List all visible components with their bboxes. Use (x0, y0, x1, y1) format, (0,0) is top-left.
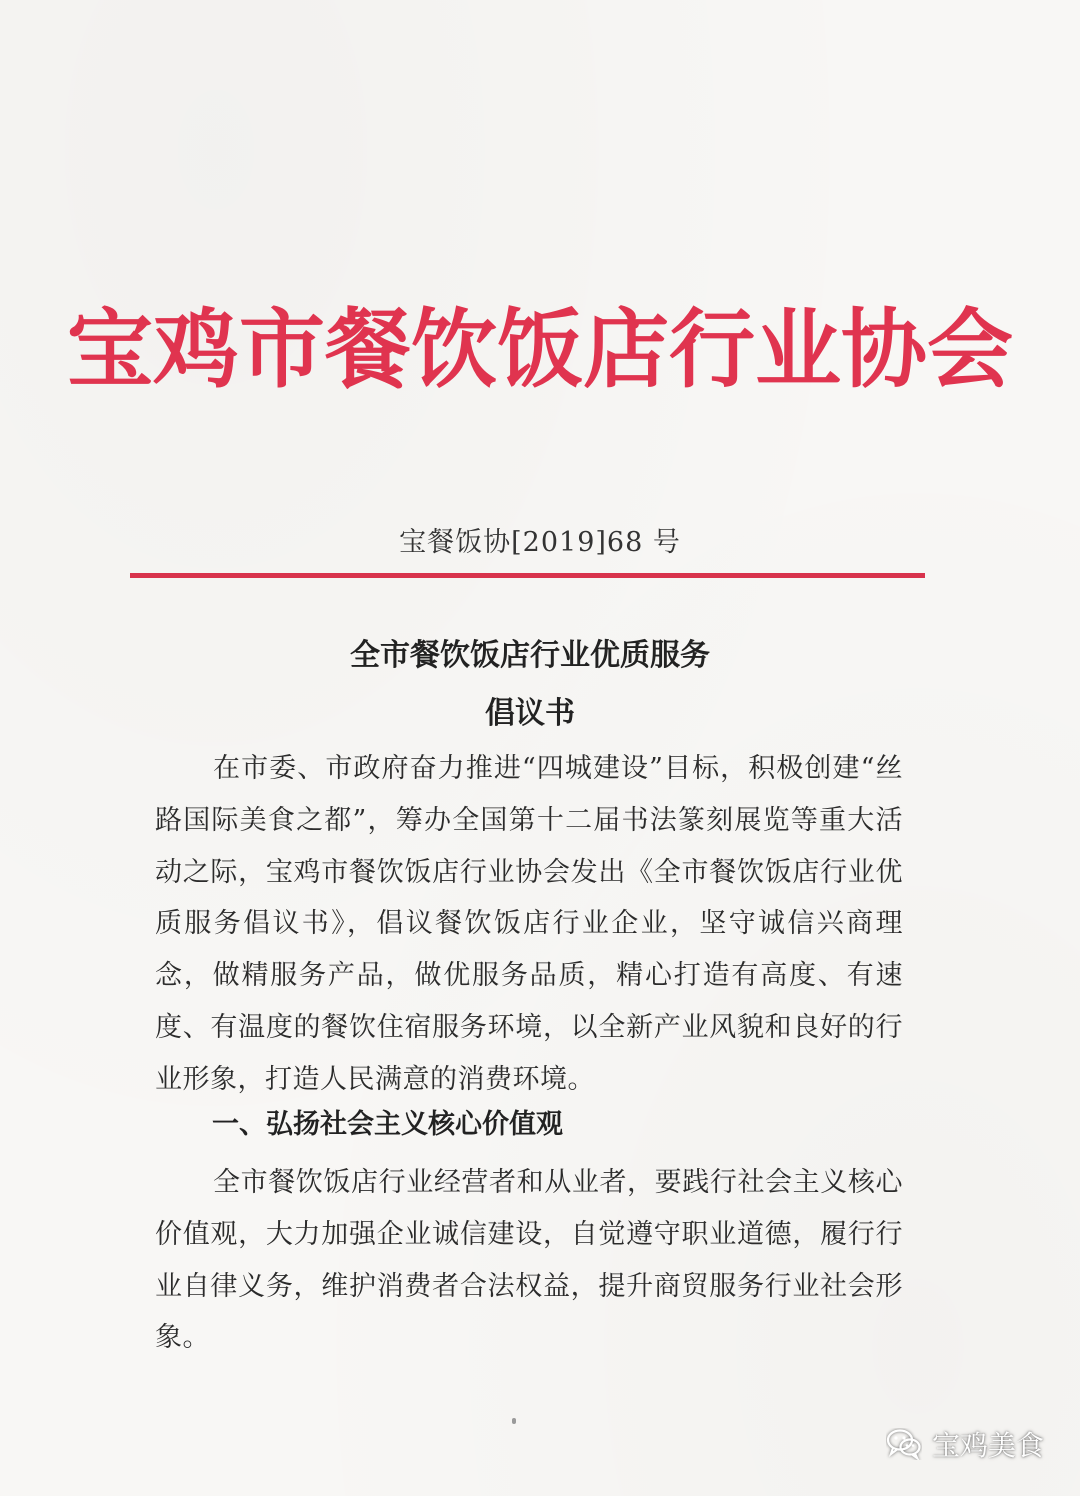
document-title-line-1: 全市餐饮饭店行业优质服务 (350, 638, 710, 673)
organization-header: 宝鸡市餐饮饭店行业协会 (67, 299, 1013, 400)
scan-speck (512, 1418, 516, 1424)
red-divider-line (130, 573, 925, 578)
body-paragraph-1: 在市委、市政府奋力推进“四城建设”目标，积极创建“丝路国际美食之都”，筹办全国第十二届书法篆刻展览等重大活动之际，宝鸡市餐饮饭店行业协会发出《全市餐饮饭店行业优质服务倡议书》，倡议餐饮饭店行业企业，坚守诚信兴商理念，做精服务产品，做优服务品质，精心打造有高度、有速度、有温度的餐饮住宿服务环境，以全新产业风貌和良好的行业形象，打造人民满意的消费环境。 (155, 753, 903, 1095)
body-paragraph-2: 全市餐饮饭店行业经营者和从业者，要践行社会主义核心价值观，大力加强企业诚信建设，自觉遵守职业道德，履行行业自律义务，维护消费者合法权益，提升商贸服务行业社会形象。 (155, 1167, 903, 1354)
watermark-text: 宝鸡美食 (931, 1429, 1044, 1462)
document-title-line-2: 倡议书 (485, 696, 575, 731)
wechat-watermark (886, 1424, 1044, 1464)
document-number: 宝餐饭协[2019]68 号 (399, 527, 681, 558)
wechat-icon (886, 1428, 922, 1460)
section-heading-1: 一、弘扬社会主义核心价值观 (212, 1109, 563, 1140)
